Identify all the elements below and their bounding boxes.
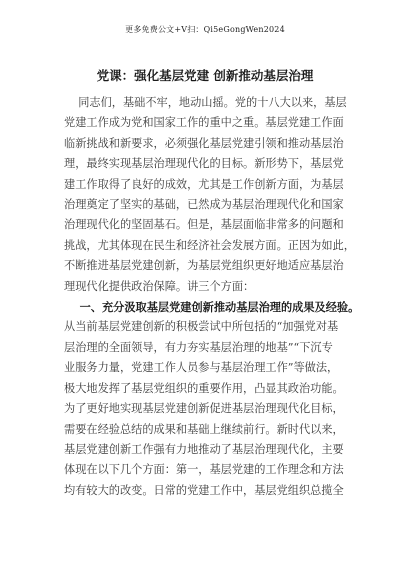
section-heading-line: 一、充分汲取基层党建创新推动基层治理的成果及经验。 [64, 300, 360, 315]
body-text-line: 临新挑战和新要求，必须强化基层党建引领和推动基层治 [64, 136, 344, 150]
body-text-line: 不断推进基层党建创新，为基层党组织更好地适应基层治 [64, 259, 344, 273]
body-text-line: 理，最终实现基层治理现代化的目标。新形势下，基层党 [64, 157, 344, 171]
body-text-line: 从当前基层党建创新的积极尝试中所包括的“加强党对基 [64, 320, 339, 334]
document-title: 党课：强化基层党建 创新推动基层治理 [96, 68, 314, 83]
body-text-line: 理现代化提供政治保障。讲三个方面： [64, 279, 255, 293]
body-text-line: 建工作取得了良好的成效，尤其是工作创新方面，为基层 [64, 177, 344, 191]
body-text-line: 为了更好地实现基层党建创新促进基层治理现代化目标， [64, 402, 344, 416]
body-text-line: 治理现代化的坚固基石。但是，基层面临非常多的问题和 [64, 218, 344, 232]
body-text-line: 均有较大的改变。日常的党建工作中，基层党组织总揽全 [64, 483, 344, 497]
body-text-line: 层治理的全面领导，有力夯实基层治理的地基”“下沉专 [64, 340, 333, 354]
body-text-line: 极大地发挥了基层党组织的重要作用，凸显其政治功能。 [64, 381, 344, 395]
body-text-line: 党建工作成为党和国家工作的重中之重。基层党建工作面 [64, 116, 344, 130]
body-text-line: 同志们，基础不牢，地动山摇。党的十八大以来，基层 [64, 96, 347, 109]
page-header: 更多免费公文+V扫：Qi5eGongWen2024 [125, 25, 285, 34]
body-text-line: 治理奠定了坚实的基础，已然成为基层治理现代化和国家 [64, 198, 344, 212]
body-text-line: 需要在经验总结的成果和基础上继续前行。新时代以来， [64, 422, 344, 436]
body-text-line: 基层党建创新工作强有力地推动了基层治理现代化，主要 [64, 442, 344, 456]
body-text-line: 业服务力量，党建工作人员参与基层治理工作”等做法， [64, 361, 339, 375]
body-text-line: 体现在以下几个方面：第一，基层党建的工作理念和方法 [64, 463, 344, 477]
body-text-line: 挑战，尤其体现在民生和经济社会发展方面。正因为如此， [64, 238, 355, 252]
document-body [64, 93, 360, 501]
